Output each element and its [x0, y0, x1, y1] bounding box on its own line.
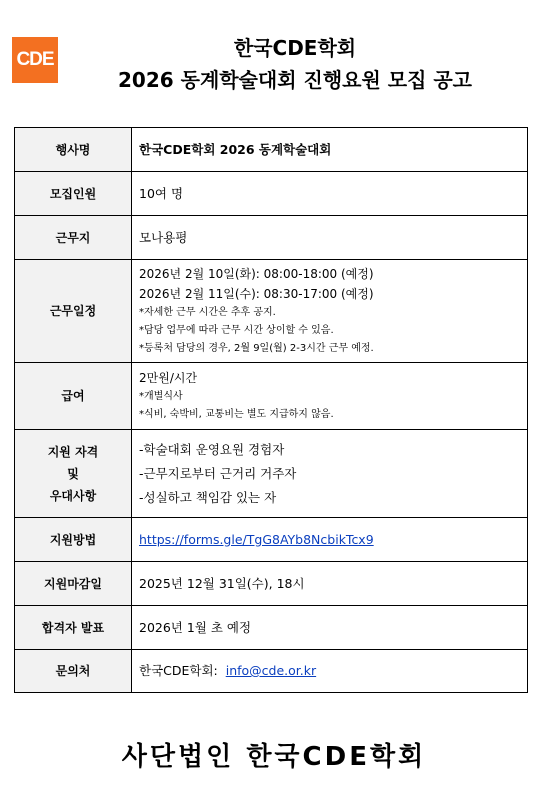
- label-qualification: [15, 430, 132, 518]
- value-deadline: 2025년 12월 31일(수), 18시: [139, 575, 305, 591]
- qualification-item: -근무지로부터 근거리 거주자: [139, 465, 297, 481]
- schedule-note: *자세한 근무 시간은 추후 공지.: [139, 307, 276, 318]
- row-qualification: [15, 430, 528, 518]
- page-title: 한국CDE학회: [233, 36, 357, 60]
- qualification-label-line: 우대사항: [49, 488, 97, 503]
- value-event: 한국CDE학회 2026 동계학술대회: [139, 141, 332, 157]
- label-deadline: 지원마감일: [15, 562, 132, 606]
- row-contact: [15, 650, 528, 693]
- label-recruit: 모집인원: [15, 172, 132, 216]
- label-apply: 지원방법: [15, 518, 132, 562]
- label-location: 근무지: [15, 216, 132, 260]
- cde-logo: [12, 37, 58, 83]
- contact-prefix: 한국CDE학회:: [139, 663, 226, 678]
- qualification-item: -학술대회 운영요원 경험자: [139, 441, 285, 457]
- pay-note: *개별식사: [139, 391, 183, 402]
- label-contact: 문의처: [15, 650, 132, 693]
- row-recruit: [15, 172, 528, 216]
- label-announce: 합격자 발표: [15, 606, 132, 650]
- value-location: 모나용평: [139, 229, 188, 245]
- contact-email-link[interactable]: info@cde.or.kr: [225, 663, 317, 678]
- page-subtitle: 2026 동계학술대회 진행요원 모집 공고: [118, 68, 472, 92]
- value-recruit: 10여 명: [139, 185, 184, 201]
- row-deadline: [15, 562, 528, 606]
- row-pay: [15, 363, 528, 430]
- info-table: [14, 127, 528, 693]
- row-location: [15, 216, 528, 260]
- label-pay: 급여: [15, 363, 132, 430]
- schedule-line: 2026년 2월 11일(수): 08:30-17:00 (예정): [139, 287, 374, 301]
- pay-value: 2만원/시간: [139, 371, 198, 385]
- pay-note: *식비, 숙박비, 교통비는 별도 지급하지 않음.: [139, 409, 334, 420]
- label-event: 행사명: [15, 128, 132, 172]
- logo-text: CDE: [16, 49, 54, 70]
- row-schedule: [15, 260, 528, 363]
- schedule-note: *담당 업무에 따라 근무 시간 상이할 수 있음.: [139, 325, 334, 336]
- row-event: [15, 128, 528, 172]
- schedule-note: *등록처 담당의 경우, 2월 9일(월) 2-3시간 근무 예정.: [139, 343, 374, 354]
- schedule-line: 2026년 2월 10일(화): 08:00-18:00 (예정): [139, 267, 374, 281]
- row-apply: [15, 518, 528, 562]
- qualification-label-line: 지원 자격: [47, 444, 99, 459]
- value-announce: 2026년 1월 초 예정: [139, 619, 252, 635]
- qualification-item: -성실하고 책임감 있는 자: [139, 489, 277, 505]
- label-schedule: 근무일정: [15, 260, 132, 363]
- footer-organization: 사단법인 한국CDE학회: [121, 742, 427, 772]
- row-announce: [15, 606, 528, 650]
- qualification-label-line: 및: [67, 466, 79, 481]
- apply-link[interactable]: https://forms.gle/TgG8AYb8NcbikTcx9: [139, 531, 374, 547]
